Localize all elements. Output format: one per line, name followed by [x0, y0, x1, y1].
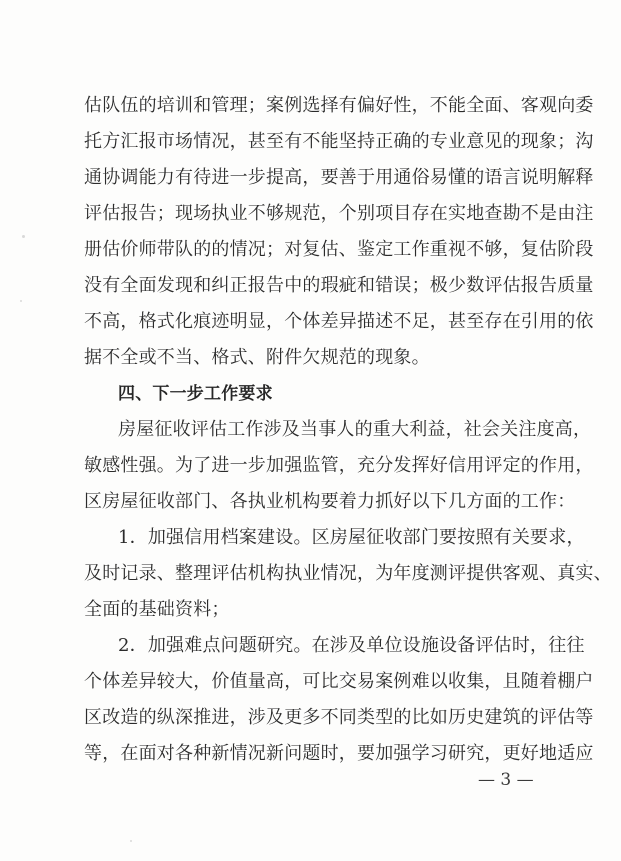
- body-line: 区房屋征收部门、各执业机构要着力抓好以下几方面的工作：: [84, 491, 576, 512]
- body-line: 估队伍的培训和管理；案例选择有偏好性，不能全面、客观向委: [84, 95, 594, 116]
- body-line: 据不全或不当、格式、附件欠规范的现象。: [84, 347, 430, 368]
- body-line: 评估报告；现场执业不够规范，个别项目存在实地查勘不是由注: [84, 203, 594, 224]
- page-number: — 3 —: [478, 770, 534, 790]
- scan-speck: [20, 300, 22, 302]
- body-line: 个体差异较大，价值量高，可比交易案例难以收集，且随着棚户: [84, 671, 594, 692]
- body-line: 不高，格式化痕迹明显，个体差异描述不足，甚至存在引用的依: [84, 311, 594, 332]
- section-heading: 四、下一步工作要求: [118, 384, 273, 404]
- body-line: 册估价师带队的的情况；对复估、鉴定工作重视不够，复估阶段: [84, 239, 594, 260]
- body-line: 区改造的纵深推进，涉及更多不同类型的比如历史建筑的评估等: [84, 707, 594, 728]
- body-line: 全面的基础资料；: [84, 599, 230, 620]
- body-line: 没有全面发现和纠正报告中的瑕疵和错误；极少数评估报告质量: [84, 275, 594, 296]
- scan-speck: [130, 840, 132, 842]
- body-line: 2．加强难点问题研究。在涉及单位设施设备评估时，往往: [118, 635, 585, 656]
- body-line: 及时记录、整理评估机构执业情况，为年度测评提供客观、真实、: [84, 563, 612, 584]
- body-line: 敏感性强。为了进一步加强监管，充分发挥好信用评定的作用，: [84, 455, 594, 476]
- body-line: 房屋征收评估工作涉及当事人的重大利益，社会关注度高，: [118, 419, 592, 440]
- body-line: 1．加强信用档案建设。区房屋征收部门要按照有关要求，: [118, 527, 585, 548]
- body-line: 通协调能力有待进一步提高，要善于用通俗易懂的语言说明解释: [84, 167, 594, 188]
- scan-speck: [22, 235, 25, 238]
- body-line: 等，在面对各种新情况新问题时，要加强学习研究，更好地适应: [84, 743, 594, 764]
- scan-speck: [586, 560, 588, 562]
- body-line: 托方汇报市场情况，甚至有不能坚持正确的专业意见的现象；沟: [84, 131, 594, 152]
